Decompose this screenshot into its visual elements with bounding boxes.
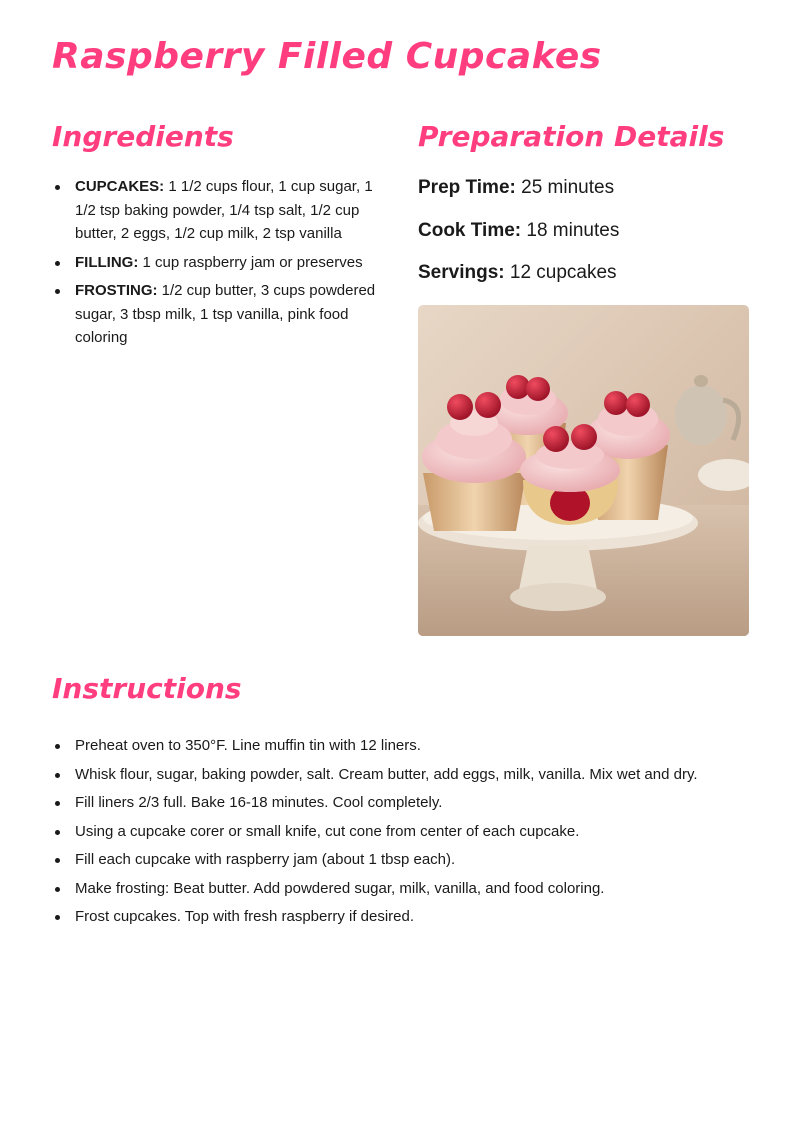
prep-time-value: 25 minutes [515,177,615,198]
page-title: Raspberry Filled Cupcakes [52,36,602,77]
instruction-step: Using a cupcake corer or small knife, cut cone from center of each cupcake. [52,820,772,844]
instruction-step: Whisk flour, sugar, baking powder, salt. Cream butter, add eggs, milk, vanilla. Mix wet and dry. [52,763,772,787]
ingredient-item [52,251,382,275]
servings [418,262,617,284]
prep-time-label: Prep Time: [418,177,516,198]
instruction-step: Make frosting: Beat butter. Add powdered sugar, milk, vanilla, and food coloring. [52,877,772,901]
ingredients-heading: Ingredients [52,120,234,153]
ingredient-label: FILLING: [75,253,139,271]
ingredient-item [52,175,382,246]
cupcakes-photo [418,305,749,636]
instructions-heading: Instructions [52,672,242,705]
cook-time [418,220,619,242]
ingredient-text: 1 cup raspberry jam or preserves [138,253,363,271]
cook-time-value: 18 minutes [521,220,620,241]
ingredients-list [52,175,382,355]
instructions-list [52,734,772,934]
ingredient-label: FROSTING: [75,282,158,299]
ingredient-label: CUPCAKES: [75,178,165,195]
servings-value: 12 cupcakes [504,262,617,283]
instruction-step: Fill liners 2/3 full. Bake 16-18 minutes. Cool completely. [52,791,772,815]
instruction-step: Preheat oven to 350°F. Line muffin tin with 12 liners. [52,734,772,758]
ingredient-text: 1 1/2 cups flour, 1 cup sugar, 1 1/2 tsp baking powder, 1/4 tsp salt, 1/2 cup butter, 2 eggs, 1/2 cup milk, 2 tsp vanilla [75,178,373,242]
prep-time [418,177,614,199]
instruction-step: Frost cupcakes. Top with fresh raspberry if desired. [52,905,772,929]
servings-label: Servings: [418,262,505,283]
ingredient-text: 1/2 cup butter, 3 cups powdered sugar, 3 tbsp milk, 1 tsp vanilla, pink food coloring [75,282,376,346]
preparation-heading: Preparation Details [418,120,725,153]
ingredient-item [52,279,382,350]
cook-time-label: Cook Time: [418,220,522,241]
instruction-step: Fill each cupcake with raspberry jam (about 1 tbsp each). [52,848,772,872]
